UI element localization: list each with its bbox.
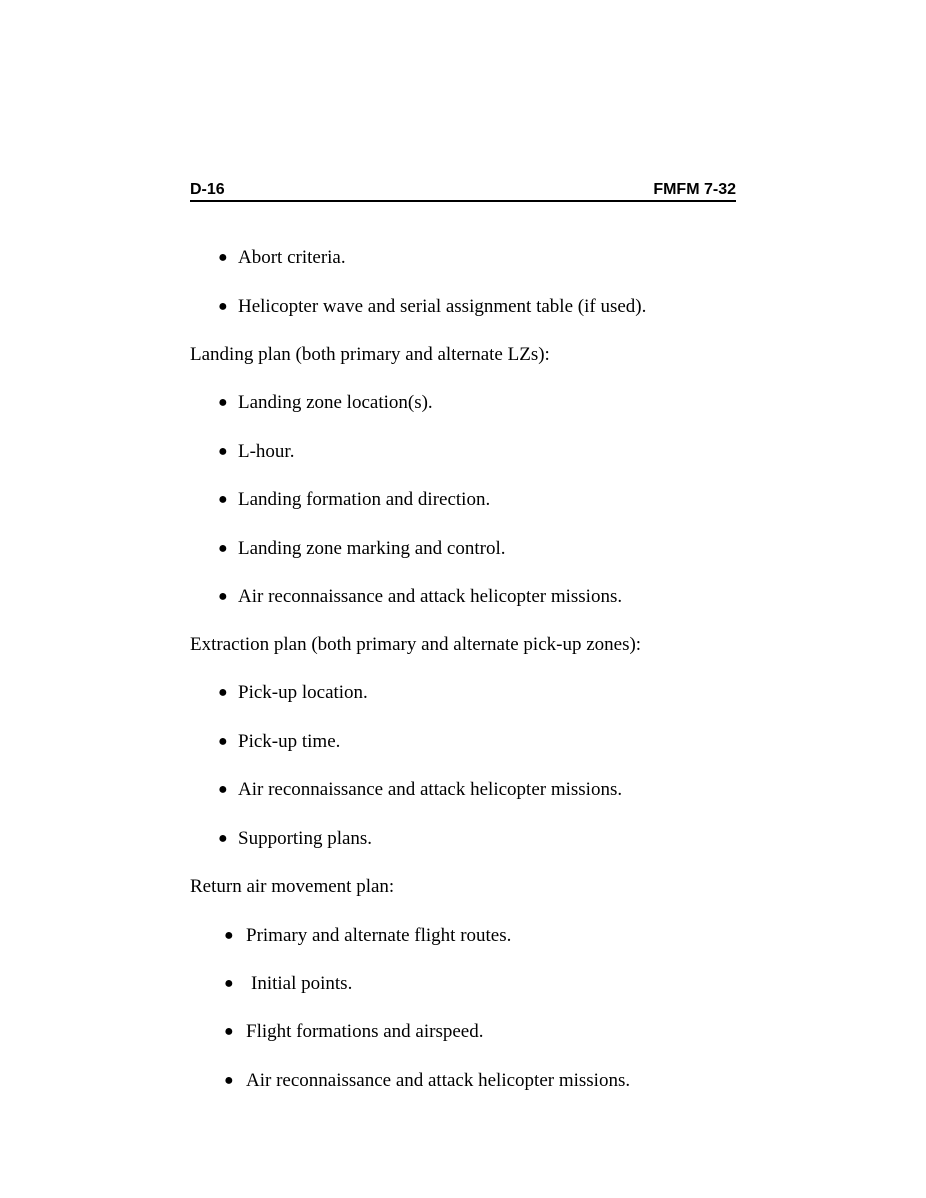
list-item-text: Primary and alternate flight routes.	[246, 925, 512, 946]
bullet-icon: ●	[218, 491, 228, 508]
list-item-text: Abort criteria.	[238, 247, 346, 268]
list-item-text: L-hour.	[238, 441, 295, 462]
bullet-icon: ●	[224, 1072, 234, 1089]
list-item-text: Flight formations and airspeed.	[246, 1021, 484, 1042]
list-item-text: Landing formation and direction.	[238, 489, 491, 510]
section-heading-landing: Landing plan (both primary and alternate LZs):	[190, 344, 550, 365]
bullet-icon: ●	[218, 540, 228, 557]
page-header	[190, 180, 736, 202]
document-id: FMFM 7-32	[653, 181, 736, 198]
bullet-icon: ●	[218, 684, 228, 701]
list-item-text: Air reconnaissance and attack helicopter missions.	[238, 586, 623, 607]
list-item-text: Air reconnaissance and attack helicopter missions.	[238, 779, 623, 800]
bullet-icon: ●	[218, 733, 228, 750]
bullet-icon: ●	[218, 781, 228, 798]
list-item-text: Supporting plans.	[238, 828, 373, 849]
bullet-icon: ●	[224, 927, 234, 944]
bullet-icon: ●	[218, 394, 228, 411]
list-item-text: Initial points.	[251, 973, 353, 994]
list-item-text: Pick-up time.	[238, 731, 341, 752]
bullet-icon: ●	[224, 975, 234, 992]
list-item-text: Air reconnaissance and attack helicopter missions.	[246, 1070, 631, 1091]
bullet-icon: ●	[218, 588, 228, 605]
bullet-icon: ●	[218, 298, 228, 315]
list-item-text: Helicopter wave and serial assignment table (if used).	[238, 296, 647, 317]
bullet-icon: ●	[218, 443, 228, 460]
bullet-icon: ●	[218, 830, 228, 847]
list-item-text: Landing zone location(s).	[238, 392, 433, 413]
page-number: D-16	[190, 181, 225, 198]
list-item-text: Landing zone marking and control.	[238, 538, 506, 559]
list-item-text: Pick-up location.	[238, 682, 368, 703]
section-heading-return: Return air movement plan:	[190, 876, 395, 897]
bullet-icon: ●	[218, 249, 228, 266]
bullet-icon: ●	[224, 1023, 234, 1040]
section-heading-extraction: Extraction plan (both primary and alternate pick-up zones):	[190, 634, 642, 655]
